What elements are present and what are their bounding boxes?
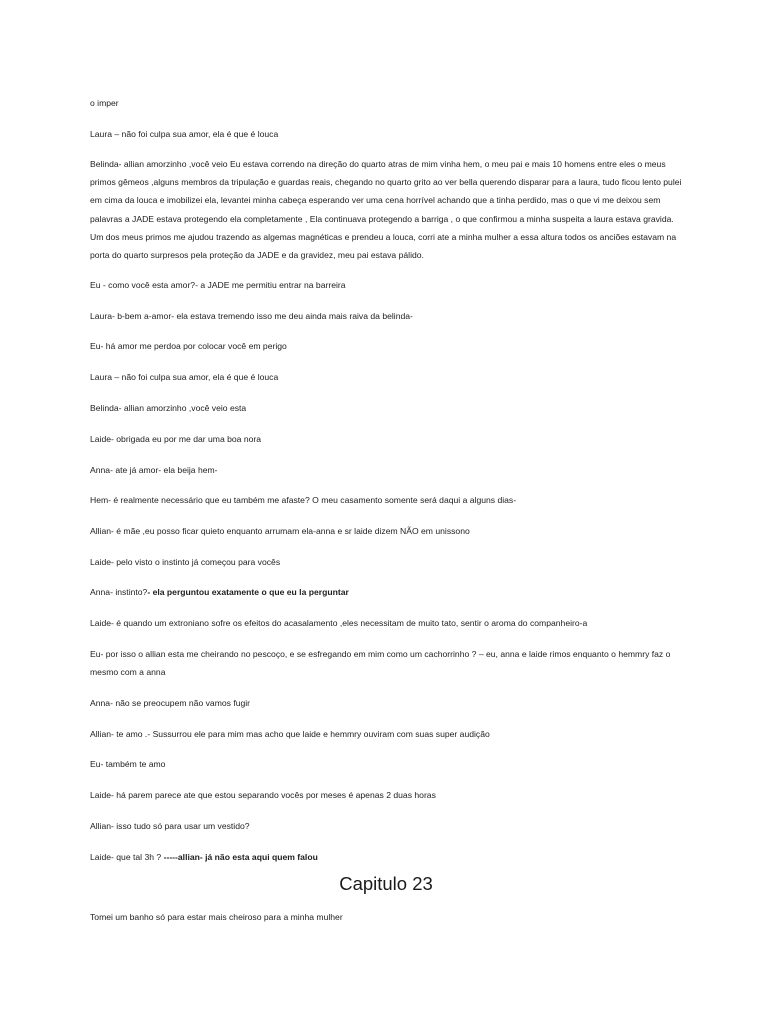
paragraph-text: Hem- é realmente necessário que eu também me afaste? O meu casamento somente será daqui a alguns dias- <box>90 495 517 505</box>
paragraph <box>90 368 682 386</box>
paragraph-text: Anna- instinto? <box>90 587 148 597</box>
paragraph-text: Laide- pelo visto o instinto já começou para vocês <box>90 557 281 567</box>
paragraph <box>90 553 682 571</box>
paragraph-text: Eu- por isso o allian esta me cheirando no pescoço, e se esfregando em mim como um cachorrinho ? – eu, anna e laide rimos enquanto o hemmry faz o mesmo com a anna <box>90 649 671 678</box>
paragraph <box>90 755 682 773</box>
paragraph <box>90 786 682 804</box>
paragraph-text: Tomei um banho só para estar mais cheiroso para a minha mulher <box>90 912 343 922</box>
paragraph <box>90 337 682 355</box>
paragraph-text: Laura- b-bem a-amor- ela estava tremendo isso me deu ainda mais raiva da belinda- <box>90 311 413 321</box>
paragraph-text: Allian- te amo .- Sussurrou ele para mim mas acho que laide e hemmry ouviram com suas super audição <box>90 729 490 739</box>
paragraph <box>90 307 682 325</box>
paragraph-text: Laide- obrigada eu por me dar uma boa nora <box>90 434 262 444</box>
paragraph <box>90 491 682 509</box>
paragraph <box>90 848 682 866</box>
paragraph-text: Allian- isso tudo só para usar um vestido? <box>90 821 250 831</box>
paragraph <box>90 583 682 601</box>
paragraph <box>90 645 682 681</box>
paragraph <box>90 399 682 417</box>
chapter-heading: Capitulo 23 <box>339 873 433 894</box>
paragraph-text: Eu- também te amo <box>90 759 166 769</box>
paragraph-text: Laide- que tal 3h ? <box>90 852 164 862</box>
paragraph-text: Anna- ate já amor- ela beija hem- <box>90 465 218 475</box>
paragraph-text: Laura – não foi culpa sua amor, ela é que é louca <box>90 129 279 139</box>
paragraph <box>90 908 682 926</box>
paragraph-text: o imper <box>90 98 119 108</box>
paragraph-text: Laide- há parem parece ate que estou separando vocês por meses é apenas 2 duas horas <box>90 790 436 800</box>
paragraph <box>90 125 682 143</box>
paragraph <box>90 614 682 632</box>
paragraph <box>90 817 682 835</box>
paragraph <box>90 522 682 540</box>
paragraph-bold-text: -----allian- já não esta aqui quem falou <box>163 852 318 862</box>
paragraph-text: Belinda- allian amorzinho ,você veio Eu estava correndo na direção do quarto atras de mim vinha hem, o meu pai e mais 10 homens entre eles o meus primos gêmeos ,alguns membros da tripulação e guardas reais, chegando no quarto grito ao ver bella querendo disparar para a laura, tudo ficou lento pulei em cima da louca e imobilizei ela, levantei minha cabeça esperando ver uma cena horrível achando que a tinha perdido, mas o que vi me deixou sem palavras a JADE estava protegendo ela completamente , Ela continuava protegendo a barriga , o que confirmou a minha suspeita a laura estava gravida. Um dos meus primos me ajudou trazendo as algemas magnéticas e prendeu a louca, corri ate a minha mulher a essa altura todos os anciões estavam na porta do quarto surpresos pela proteção da JADE e da gravidez, meu pai estava pálido. <box>90 159 682 261</box>
paragraph-text: Eu - como você esta amor?- a JADE me permitiu entrar na barreira <box>90 280 346 290</box>
paragraph-text: Anna- não se preocupem não vamos fugir <box>90 698 251 708</box>
paragraph-text: Laide- é quando um extroniano sofre os efeitos do acasalamento ,eles necessitam de muito tato, sentir o aroma do companheiro-a <box>90 618 588 628</box>
paragraph <box>90 725 682 743</box>
paragraph-text: Belinda- allian amorzinho ,você veio esta <box>90 403 247 413</box>
paragraph <box>90 276 682 294</box>
paragraph-text: Allian- é mãe ,eu posso ficar quieto enquanto arrumam ela-anna e sr laide dizem NÃO em unissono <box>90 526 470 536</box>
paragraph-text: Laura – não foi culpa sua amor, ela é que é louca <box>90 372 279 382</box>
paragraph <box>90 694 682 712</box>
paragraph-bold-text: - ela perguntou exatamente o que eu la perguntar <box>147 587 349 597</box>
paragraph-text: Eu- há amor me perdoa por colocar você em perigo <box>90 341 287 351</box>
paragraph <box>90 430 682 448</box>
paragraph <box>90 461 682 479</box>
paragraph <box>90 155 682 264</box>
paragraph <box>90 94 682 112</box>
